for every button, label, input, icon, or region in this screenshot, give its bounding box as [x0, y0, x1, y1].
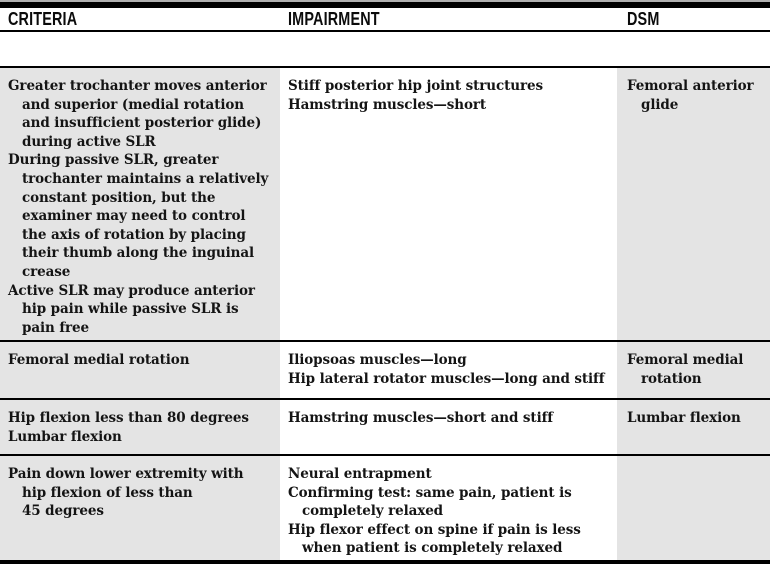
text-line: Neural entrapment: [288, 466, 432, 482]
table-header-row: [0, 8, 770, 32]
text-line: Greater trochanter moves anterior: [8, 78, 267, 94]
text-line: completely relaxed: [302, 503, 444, 520]
impairment-cell: [280, 68, 617, 340]
text-line: when patient is completely relaxed: [302, 540, 563, 557]
impairment-cell: [280, 400, 617, 454]
text-line: pain free: [22, 319, 90, 336]
text-line: Hip lateral rotator muscles—long and stiff: [288, 370, 605, 387]
text-line: Lumbar flexion: [8, 428, 122, 445]
dsm-cell: [617, 342, 770, 398]
text-line: 45 degrees: [22, 503, 104, 520]
text-line: the axis of rotation by placing: [22, 226, 246, 243]
criteria-cell: [0, 342, 280, 398]
criteria-cell: [0, 400, 280, 454]
dsm-cell: [617, 456, 770, 560]
text-line: Hamstring muscles—short and stiff: [288, 410, 554, 426]
criteria-cell: [0, 456, 280, 560]
text-line: Femoral medial: [627, 352, 744, 368]
text-line: during active SLR: [22, 133, 156, 150]
text-line: examiner may need to control: [22, 208, 246, 225]
text-line: hip pain while passive SLR is: [22, 301, 239, 318]
text-line: crease: [22, 263, 71, 280]
text-line: their thumb along the inguinal: [22, 245, 255, 262]
table-body: [0, 68, 770, 560]
text-line: During passive SLR, greater: [8, 152, 219, 169]
column-header-impairment: [280, 8, 617, 30]
impairment-cell: [280, 456, 617, 560]
table-row: [0, 342, 770, 400]
criteria-cell: [0, 68, 280, 340]
header-gap: [0, 32, 770, 68]
table-row: [0, 400, 770, 456]
text-line: glide: [641, 96, 679, 113]
text-line: Hamstring muscles—short: [288, 96, 487, 113]
impairment-cell: [280, 342, 617, 398]
dsm-cell: [617, 400, 770, 454]
text-line: Pain down lower extremity with: [8, 466, 244, 482]
column-header-dsm: [617, 8, 770, 30]
text-line: Iliopsoas muscles—long: [288, 352, 467, 368]
dsm-cell: [617, 68, 770, 340]
column-header-impairment-label: IMPAIRMENT: [288, 8, 380, 29]
text-line: rotation: [641, 370, 702, 387]
text-line: constant position, but the: [22, 189, 216, 206]
column-header-dsm-label: DSM: [627, 8, 660, 29]
text-line: and superior (medial rotation: [22, 96, 244, 113]
text-line: and insufficient posterior glide): [22, 115, 262, 132]
text-line: Femoral anterior: [627, 78, 754, 94]
text-line: Hip flexion less than 80 degrees: [8, 410, 249, 426]
column-header-criteria-label: CRITERIA: [8, 8, 78, 29]
text-line: Hip flexor effect on spine if pain is less: [288, 521, 581, 538]
text-line: Stiff posterior hip joint structures: [288, 78, 543, 94]
table-row: [0, 456, 770, 560]
text-line: Active SLR may produce anterior: [8, 282, 255, 299]
text-line: hip flexion of less than: [22, 484, 193, 501]
text-line: Confirming test: same pain, patient is: [288, 484, 572, 501]
table-row: [0, 68, 770, 342]
text-line: Femoral medial rotation: [8, 352, 190, 368]
bottom-rule: [0, 560, 770, 564]
text-line: Lumbar flexion: [627, 410, 741, 426]
text-line: trochanter maintains a relatively: [22, 170, 269, 187]
column-header-criteria: [0, 8, 280, 30]
